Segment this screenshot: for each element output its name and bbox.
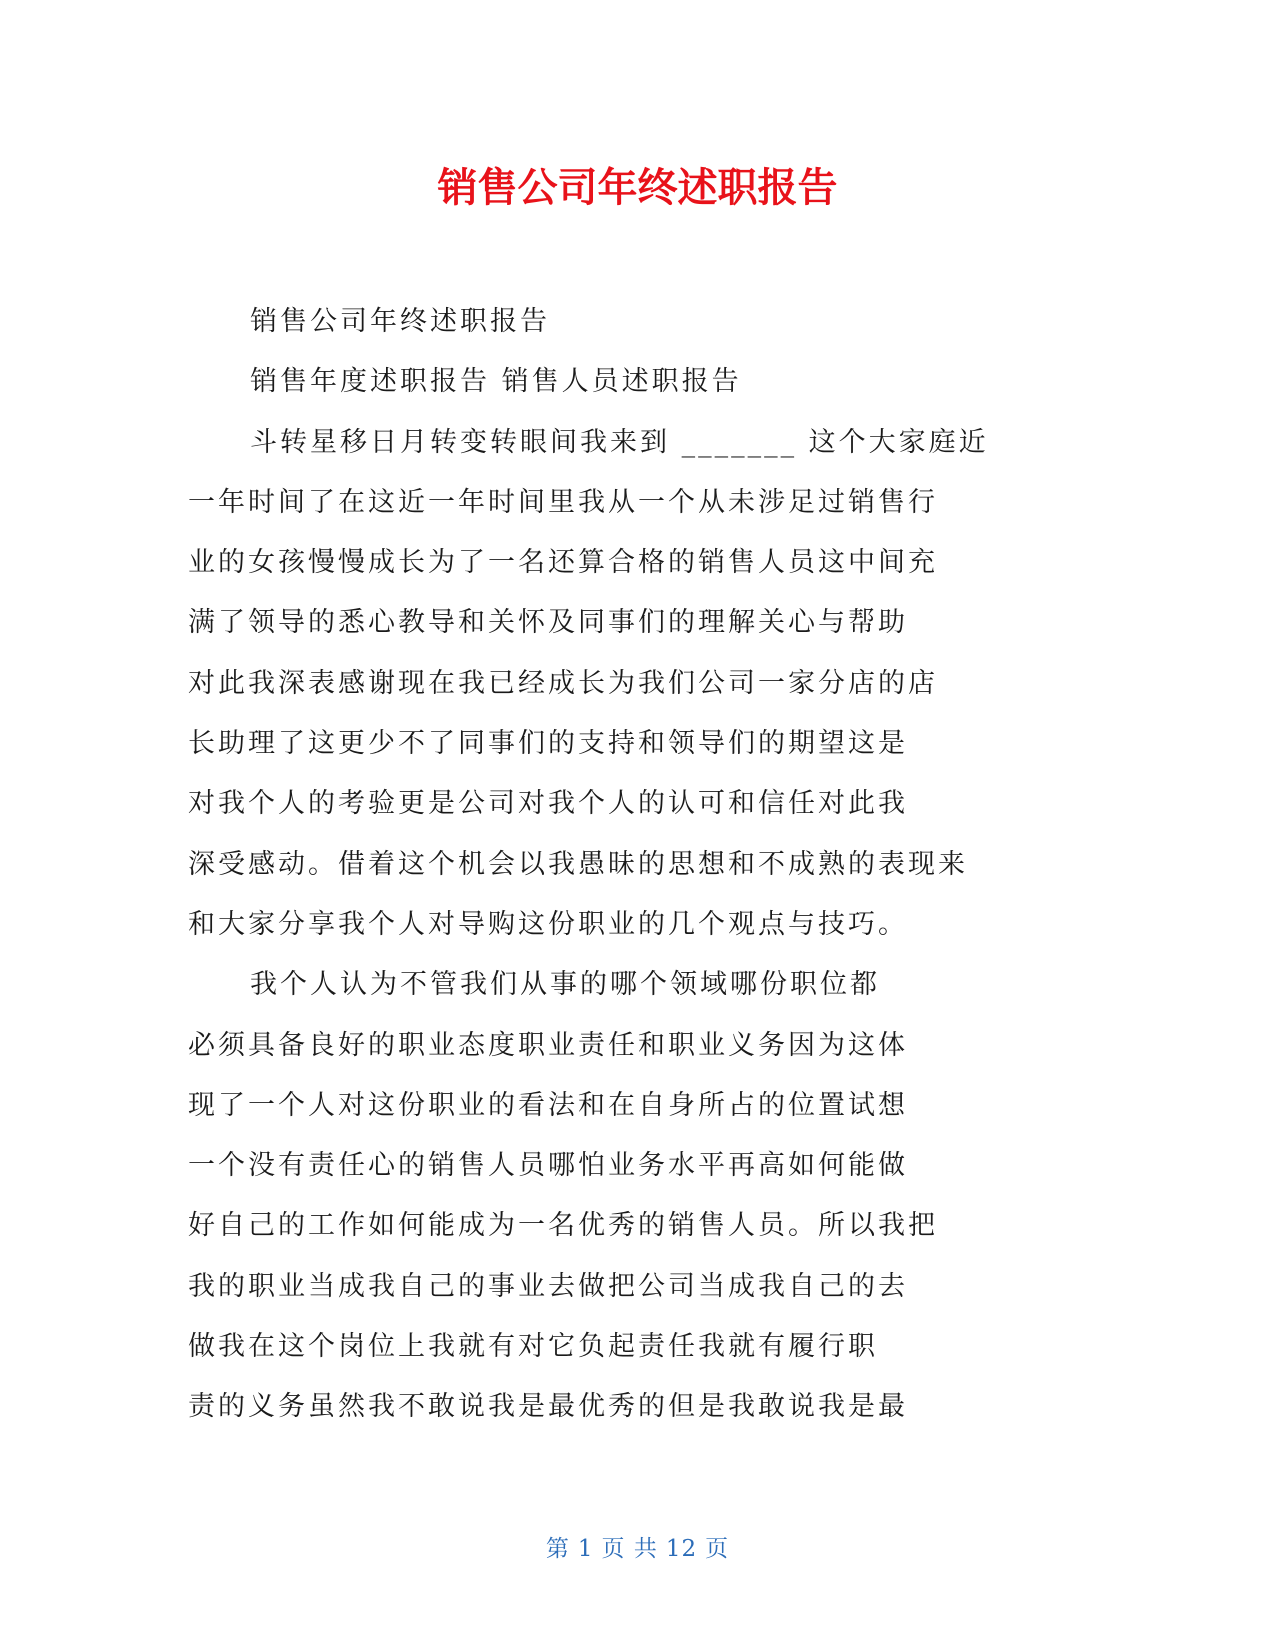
body-line: 做我在这个岗位上我就有对它负起责任我就有履行职 — [188, 1331, 878, 1363]
body-line: 我的职业当成我自己的事业去做把公司当成我自己的去 — [188, 1270, 908, 1302]
footer-prefix: 第 — [545, 1536, 570, 1562]
footer-suffix: 页 — [705, 1536, 730, 1562]
body-line: 一个没有责任心的销售人员哪怕业务水平再高如何能做 — [188, 1150, 908, 1182]
body-line: 对此我深表感谢现在我已经成长为我们公司一家分店的店 — [188, 667, 938, 699]
body-line: 满了领导的悉心教导和关怀及同事们的理解关心与帮助 — [188, 607, 908, 639]
document-title: 销售公司年终述职报告 — [437, 165, 838, 211]
body-line: 业的女孩慢慢成长为了一名还算合格的销售人员这中间充 — [188, 547, 938, 579]
body-line: 销售年度述职报告 销售人员述职报告 — [250, 366, 742, 398]
body-line: 对我个人的考验更是公司对我个人的认可和信任对此我 — [188, 788, 908, 820]
body-line: 深受感动。借着这个机会以我愚昧的思想和不成熟的表现来 — [188, 848, 968, 880]
footer-middle: 页 共 — [601, 1536, 658, 1562]
footer-page-number: 1 — [577, 1536, 594, 1562]
body-line: 和大家分享我个人对导购这份职业的几个观点与技巧。 — [188, 908, 908, 940]
body-line: 一年时间了在这近一年时间里我从一个从未涉足过销售行 — [188, 486, 938, 518]
page-footer — [0, 1530, 1275, 1563]
document-body — [188, 292, 1018, 1438]
body-line: 斗转星移日月转变转眼间我来到 _______ 这个大家庭近 — [250, 426, 989, 458]
body-line: 必须具备良好的职业态度职业责任和职业义务因为这体 — [188, 1029, 908, 1061]
body-line: 长助理了这更少不了同事们的支持和领导们的期望这是 — [188, 728, 908, 760]
body-line: 我个人认为不管我们从事的哪个领域哪份职位都 — [250, 969, 880, 1001]
body-line: 责的义务虽然我不敢说我是最优秀的但是我敢说我是最 — [188, 1391, 908, 1423]
body-line: 现了一个人对这份职业的看法和在自身所占的位置试想 — [188, 1089, 908, 1121]
footer-total-pages: 12 — [665, 1536, 698, 1562]
body-line: 好自己的工作如何能成为一名优秀的销售人员。所以我把 — [188, 1210, 938, 1242]
body-line: 销售公司年终述职报告 — [250, 306, 550, 337]
